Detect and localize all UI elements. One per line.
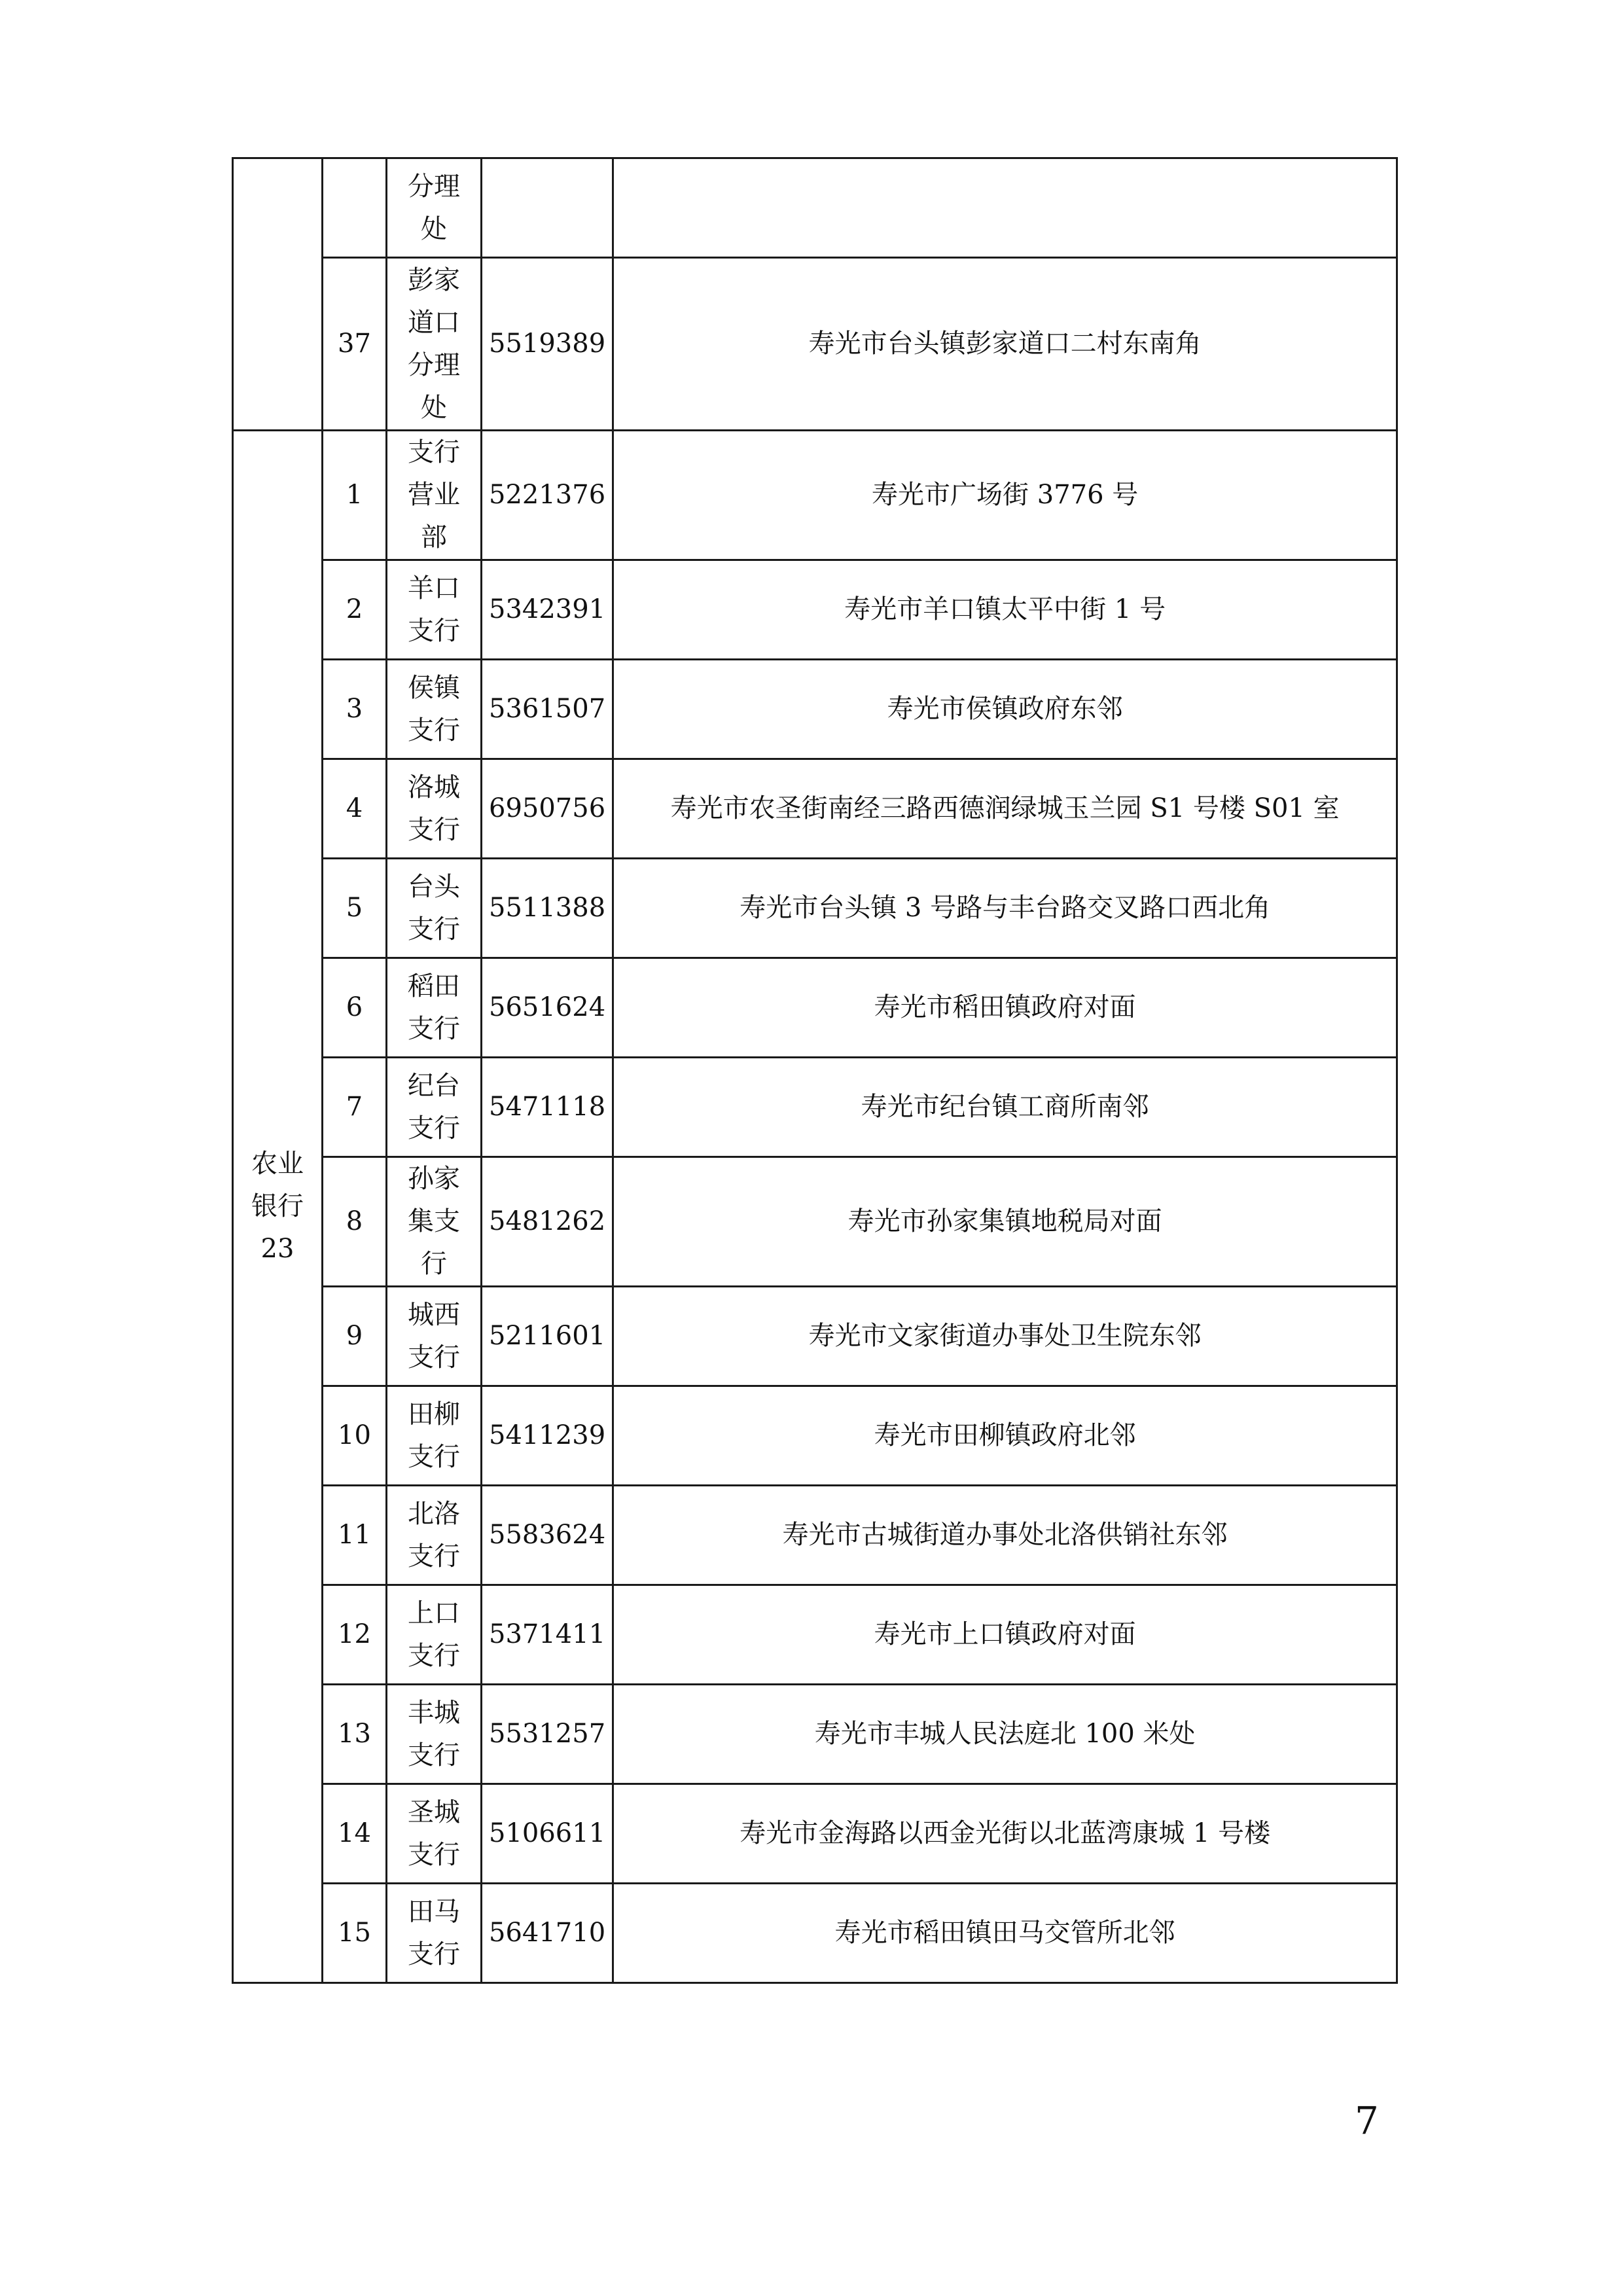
name-line: 支行 (408, 615, 460, 646)
phone-cell: 5511388 (482, 859, 613, 958)
table-body (233, 158, 1397, 1983)
no-cell: 4 (323, 759, 387, 859)
name-line: 支行 (408, 1113, 460, 1143)
name-line: 圣城 (408, 1797, 460, 1827)
name-line: 支行 (408, 437, 460, 467)
name-cell (387, 431, 482, 560)
phone-cell: 5106611 (482, 1784, 613, 1884)
name-cell (387, 1287, 482, 1386)
phone-cell: 5411239 (482, 1386, 613, 1486)
bank-name-line: 银行 (251, 1191, 304, 1221)
phone-cell: 5211601 (482, 1287, 613, 1386)
name-line: 侯镇 (408, 672, 460, 703)
name-line: 处 (421, 392, 447, 423)
address-cell: 寿光市台头镇 3 号路与丰台路交叉路口西北角 (613, 859, 1397, 958)
table-row (233, 1884, 1397, 1983)
name-line: 集支 (408, 1206, 460, 1236)
address-cell: 寿光市上口镇政府对面 (613, 1585, 1397, 1685)
name-cell (387, 1058, 482, 1157)
table-row (233, 859, 1397, 958)
name-line: 丰城 (408, 1697, 460, 1728)
name-line: 支行 (408, 1342, 460, 1372)
name-line: 北洛 (408, 1498, 460, 1529)
name-line: 支行 (408, 715, 460, 745)
name-line: 田马 (408, 1896, 460, 1927)
table-row (233, 759, 1397, 859)
address-cell: 寿光市丰城人民法庭北 100 米处 (613, 1685, 1397, 1784)
address-cell: 寿光市纪台镇工商所南邻 (613, 1058, 1397, 1157)
page-number: 7 (1355, 2098, 1379, 2143)
table-row (233, 1287, 1397, 1386)
table-row (233, 1058, 1397, 1157)
name-line: 支行 (408, 1541, 460, 1571)
name-cell (387, 1486, 482, 1585)
name-line: 分理 (408, 171, 460, 202)
table-row (233, 1486, 1397, 1585)
phone-cell: 5481262 (482, 1157, 613, 1287)
name-cell (387, 1884, 482, 1983)
no-cell: 11 (323, 1486, 387, 1585)
name-line: 洛城 (408, 772, 460, 802)
no-cell: 10 (323, 1386, 387, 1486)
phone-cell: 5531257 (482, 1685, 613, 1784)
no-cell: 12 (323, 1585, 387, 1685)
bank-name-cell (233, 431, 323, 1983)
name-cell (387, 1157, 482, 1287)
phone-cell: 5471118 (482, 1058, 613, 1157)
name-line: 支行 (408, 1839, 460, 1870)
name-line: 上口 (408, 1598, 460, 1628)
phone-cell: 5583624 (482, 1486, 613, 1585)
name-cell (387, 1784, 482, 1884)
no-cell: 5 (323, 859, 387, 958)
name-line: 支行 (408, 1441, 460, 1472)
table-row (233, 1386, 1397, 1486)
no-cell (323, 158, 387, 258)
no-cell: 2 (323, 560, 387, 660)
no-cell: 9 (323, 1287, 387, 1386)
phone-cell: 5641710 (482, 1884, 613, 1983)
name-line: 孙家 (408, 1164, 460, 1194)
address-cell: 寿光市文家街道办事处卫生院东邻 (613, 1287, 1397, 1386)
name-cell (387, 158, 482, 258)
phone-cell: 5519389 (482, 258, 613, 431)
name-line: 道口 (408, 307, 460, 338)
name-line: 羊口 (408, 573, 460, 603)
address-cell: 寿光市田柳镇政府北邻 (613, 1386, 1397, 1486)
name-line: 支行 (408, 914, 460, 944)
address-cell (613, 158, 1397, 258)
phone-cell: 5221376 (482, 431, 613, 560)
address-cell: 寿光市农圣街南经三路西德润绿城玉兰园 S1 号楼 S01 室 (613, 759, 1397, 859)
name-cell (387, 1386, 482, 1486)
no-cell: 1 (323, 431, 387, 560)
table-row (233, 1685, 1397, 1784)
name-cell (387, 859, 482, 958)
no-cell: 13 (323, 1685, 387, 1784)
table-row-37 (233, 258, 1397, 431)
phone-cell: 5651624 (482, 958, 613, 1058)
name-line: 纪台 (408, 1070, 460, 1101)
name-cell (387, 258, 482, 431)
name-line: 行 (421, 1249, 447, 1279)
address-cell: 寿光市稻田镇田马交管所北邻 (613, 1884, 1397, 1983)
table-row-continued (233, 158, 1397, 258)
name-cell (387, 560, 482, 660)
bank-name-line: 23 (260, 1234, 294, 1264)
name-line: 支行 (408, 814, 460, 845)
table-row (233, 1784, 1397, 1884)
no-cell: 14 (323, 1784, 387, 1884)
name-line: 田柳 (408, 1399, 460, 1429)
table-row (233, 431, 1397, 560)
name-line: 营业 (408, 480, 460, 510)
table-row (233, 1585, 1397, 1685)
bank-name-line: 农业 (251, 1149, 304, 1179)
no-cell: 7 (323, 1058, 387, 1157)
name-line: 分理 (408, 350, 460, 380)
address-cell: 寿光市古城街道办事处北洛供销社东邻 (613, 1486, 1397, 1585)
no-cell: 15 (323, 1884, 387, 1983)
phone-cell: 5361507 (482, 660, 613, 759)
phone-cell (482, 158, 613, 258)
name-line: 城西 (408, 1299, 460, 1330)
name-line: 支行 (408, 1640, 460, 1671)
address-cell: 寿光市台头镇彭家道口二村东南角 (613, 258, 1397, 431)
phone-cell: 5371411 (482, 1585, 613, 1685)
no-cell: 8 (323, 1157, 387, 1287)
name-line: 支行 (408, 1740, 460, 1770)
name-cell (387, 660, 482, 759)
bank-branch-table (232, 157, 1398, 1984)
name-cell (387, 1585, 482, 1685)
name-line: 台头 (408, 871, 460, 902)
address-cell: 寿光市金海路以西金光街以北蓝湾康城 1 号楼 (613, 1784, 1397, 1884)
name-cell (387, 1685, 482, 1784)
no-cell: 6 (323, 958, 387, 1058)
table-row (233, 560, 1397, 660)
bank-cell-continued (233, 158, 323, 431)
phone-cell: 6950756 (482, 759, 613, 859)
name-line: 处 (421, 213, 447, 244)
no-cell: 3 (323, 660, 387, 759)
name-cell (387, 759, 482, 859)
table-row (233, 660, 1397, 759)
address-cell: 寿光市稻田镇政府对面 (613, 958, 1397, 1058)
name-line: 稻田 (408, 971, 460, 1001)
name-line: 支行 (408, 1013, 460, 1044)
table-row (233, 1157, 1397, 1287)
address-cell: 寿光市孙家集镇地税局对面 (613, 1157, 1397, 1287)
no-cell: 37 (323, 258, 387, 431)
name-line: 支行 (408, 1939, 460, 1969)
address-cell: 寿光市侯镇政府东邻 (613, 660, 1397, 759)
table-row (233, 958, 1397, 1058)
name-line: 部 (421, 522, 447, 552)
address-cell: 寿光市羊口镇太平中街 1 号 (613, 560, 1397, 660)
name-line: 彭家 (408, 264, 460, 295)
phone-cell: 5342391 (482, 560, 613, 660)
name-cell (387, 958, 482, 1058)
address-cell: 寿光市广场街 3776 号 (613, 431, 1397, 560)
